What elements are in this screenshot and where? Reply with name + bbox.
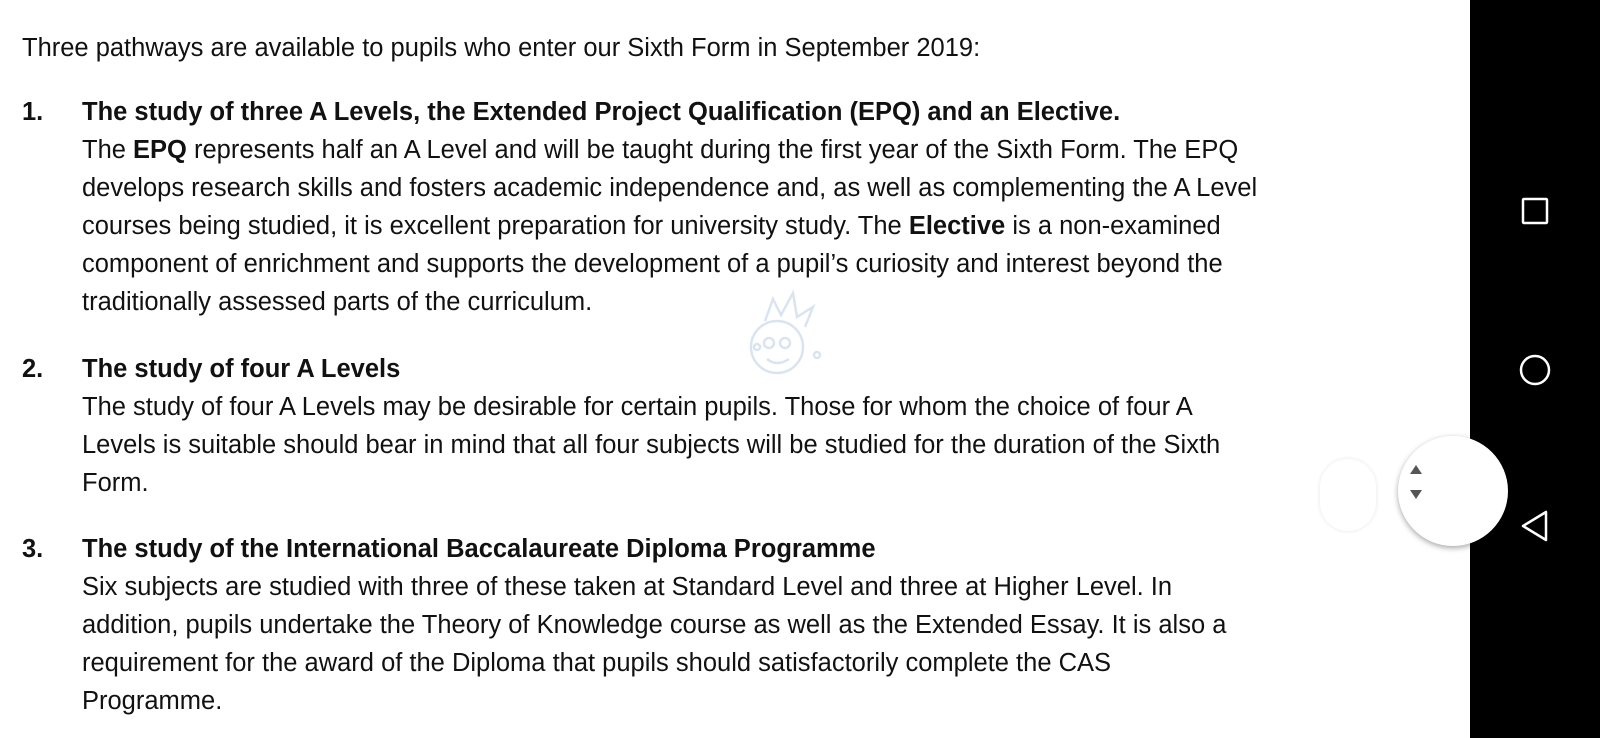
triangle-back-icon: [1519, 509, 1551, 543]
item-body: [82, 530, 1412, 720]
paragraph-line: Levels is suitable should bear in mind that all four subjects will be studied for the duration of the Sixth: [82, 431, 1221, 459]
paragraph-line: Programme.: [82, 687, 223, 715]
item-heading: The study of three A Levels, the Extended Project Qualification (EPQ) and an Elective.: [82, 98, 1121, 126]
emphasis-epq: EPQ: [133, 136, 187, 164]
paragraph-line: courses being studied, it is excellent preparation for university study. The Elective is a non-examined: [82, 212, 1221, 240]
paragraph-line: traditionally assessed parts of the curriculum.: [82, 288, 593, 316]
item-heading: The study of the International Baccalaureate Diploma Programme: [82, 535, 876, 563]
paragraph-line: The EPQ represents half an A Level and will be taught during the first year of the Sixth Form. The EPQ: [82, 136, 1239, 164]
paragraph-line: Form.: [82, 469, 149, 497]
paragraph-line: The study of four A Levels may be desirable for certain pupils. Those for whom the choice of four A: [82, 393, 1193, 421]
home-button[interactable]: [1510, 345, 1560, 395]
circle-icon: [1517, 352, 1553, 388]
back-button[interactable]: [1510, 501, 1560, 551]
item-number: 2.: [22, 355, 44, 383]
item-number: 3.: [22, 535, 44, 563]
paragraph-line: Six subjects are studied with three of these taken at Standard Level and three at Higher Level. In: [82, 573, 1173, 601]
emphasis-elective: Elective: [908, 212, 1006, 240]
watermark-logo-icon: [735, 285, 830, 395]
navigation-bar: [1470, 0, 1600, 738]
paragraph-line: develops research skills and fosters academic independence and, as well as complementing the A Level: [82, 174, 1258, 202]
square-icon: [1520, 196, 1550, 226]
paragraph-line: component of enrichment and supports the development of a pupil’s curiosity and interest beyond the: [82, 250, 1223, 278]
item-number: 1.: [22, 98, 44, 126]
paragraph-line: requirement for the award of the Diploma that pupils should satisfactorily complete the CAS: [82, 649, 1112, 677]
up-down-arrows-icon: [1398, 436, 1508, 546]
fast-scroll-handle[interactable]: [1398, 436, 1508, 546]
recents-button[interactable]: [1510, 186, 1560, 236]
paragraph-line: addition, pupils undertake the Theory of Knowledge course as well as the Extended Essay. It is also a: [82, 611, 1227, 639]
intro-paragraph: Three pathways are available to pupils who enter our Sixth Form in September 2019:: [22, 34, 981, 62]
item-heading: The study of four A Levels: [82, 355, 401, 383]
faded-scroll-handle: [1320, 459, 1376, 531]
